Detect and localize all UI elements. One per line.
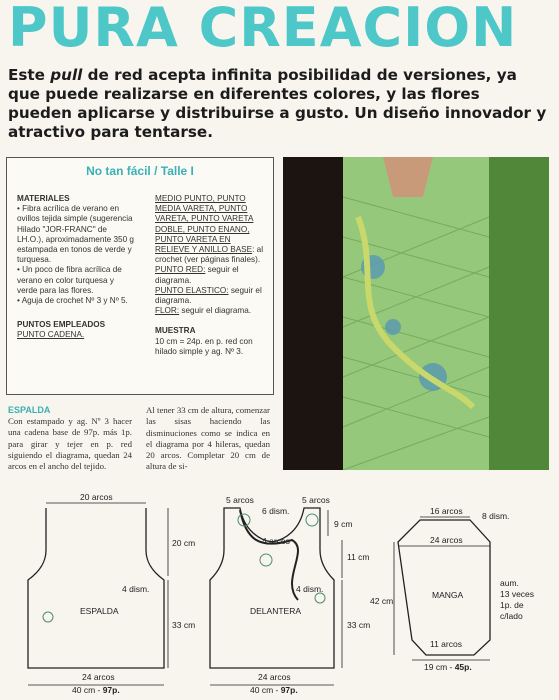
- manga-arcos24-label: 24 arcos: [430, 535, 463, 545]
- espalda-bottom-label: 24 arcos: [82, 672, 115, 682]
- manga-bottom-label: 11 arcos: [430, 639, 462, 649]
- instructions-col-2: Al tener 33 cm de altura, comenzar las sisas haciendo las disminuciones como se indica en el diagrama por 4 hileras, quedan 20 arcos. Completar 20 cm de altura de si-: [146, 405, 270, 472]
- espalda-h2-label: 33 cm: [172, 620, 196, 630]
- manga-top-label: 16 arcos: [430, 506, 463, 516]
- delantera-h11-label: 11 cm: [347, 552, 370, 562]
- delantera-h33-label: 33 cm: [347, 620, 371, 630]
- delantera-top-right-label: 5 arcos: [302, 495, 330, 505]
- section-heading: ESPALDA: [8, 405, 51, 415]
- manga-aum-line: 1p. de: [500, 600, 524, 610]
- espalda-dism-label: 4 dism.: [122, 584, 150, 594]
- muestra-text: 10 cm = 24p. en p. red con hilado simple y ag. Nº 3.: [155, 336, 253, 356]
- stitch-list: MEDIO PUNTO, PUNTO MEDIA VARETA, PUNTO VARETA, PUNTO VARETA DOBLE, PUNTO ENANO, PUNTO VARETA EN RELIEVE Y ANILLO BASE: al crochet (ver páginas finales).: [155, 194, 264, 265]
- punto-red: PUNTO RED: seguir el diagrama.: [155, 265, 239, 285]
- materiales-item: • Un poco de fibra acrílica de verano en color turquesa y verde para las flores.: [17, 265, 122, 295]
- pattern-diagram: [0, 480, 559, 700]
- manga-aum-line: aum.: [500, 578, 519, 588]
- delantera-top-left-label: 5 arcos: [226, 495, 254, 505]
- manga-h42-label: 42 cm: [370, 596, 394, 606]
- punto-elastico: PUNTO ELASTICO: seguir el diagrama.: [155, 285, 262, 306]
- garment-photo: [283, 157, 549, 470]
- delantera-name: DELANTERA: [250, 606, 302, 616]
- espalda-diagram: [28, 492, 195, 695]
- puntos-heading: PUNTOS EMPLEADOS: [17, 320, 106, 330]
- espalda-top-label: 20 arcos: [80, 492, 113, 502]
- delantera-diagram: [210, 495, 370, 695]
- manga-dism8-label: 8 dism.: [482, 511, 510, 521]
- materials-column: [17, 194, 135, 341]
- page-title: PURA CREACION: [8, 0, 518, 59]
- delantera-bottom-label: 24 arcos: [258, 672, 291, 682]
- espalda-h1-label: 20 cm: [172, 538, 196, 548]
- delantera-dism-label: 4 dism.: [296, 584, 324, 594]
- manga-name: MANGA: [432, 590, 464, 600]
- delantera-dism6-label: 6 dism.: [262, 506, 290, 516]
- manga-aum-line: 13 veces: [500, 589, 535, 599]
- materiales-heading: MATERIALES: [17, 194, 70, 203]
- manga-aum-line: c/lado: [500, 611, 523, 621]
- espalda-name: ESPALDA: [80, 606, 119, 616]
- materiales-item: • Fibra acrílica de verano en ovillos tejida simple (sugerencia Hilado "JOR-FRANC" de LH.O.), aproximadamente 350 g estampada en tonos de verde y turquesa.: [17, 204, 134, 265]
- intro-paragraph: Este pull de red acepta infinita posibilidad de versiones, ya que puede realizarse en diferentes colores, y las flores pueden aplicarse y distribuirse a gusto. Un diseño innovador y atractivo para tentarse.: [8, 66, 547, 141]
- flor: FLOR: seguir el diagrama.: [155, 306, 252, 316]
- delantera-h9-label: 9 cm: [334, 519, 353, 529]
- punto-cadena: PUNTO CADENA.: [17, 330, 85, 340]
- instructions-col-1: Con estampado y ag. Nº 3 hacer una cadena base de 97p. más 1p. para girar y tejer en p. red siguiendo el diagrama, quedan 24 arcos en el ancho del tejido.: [8, 416, 132, 472]
- manga-diagram: [370, 506, 534, 672]
- difficulty-size-title: No tan fácil / Talle I: [86, 164, 194, 178]
- delantera-width-label: 40 cm - 97p.: [250, 685, 298, 695]
- espalda-width-label: 40 cm - 97p.: [72, 685, 120, 695]
- materiales-item: • Aguja de crochet Nº 3 y Nº 5.: [17, 296, 128, 306]
- delantera-arcos4-label: 4 arcos: [262, 536, 290, 546]
- manga-width-label: 19 cm - 45p.: [424, 662, 472, 672]
- materials-box: [6, 157, 274, 395]
- stitches-column: [155, 194, 267, 357]
- muestra-heading: MUESTRA: [155, 326, 196, 336]
